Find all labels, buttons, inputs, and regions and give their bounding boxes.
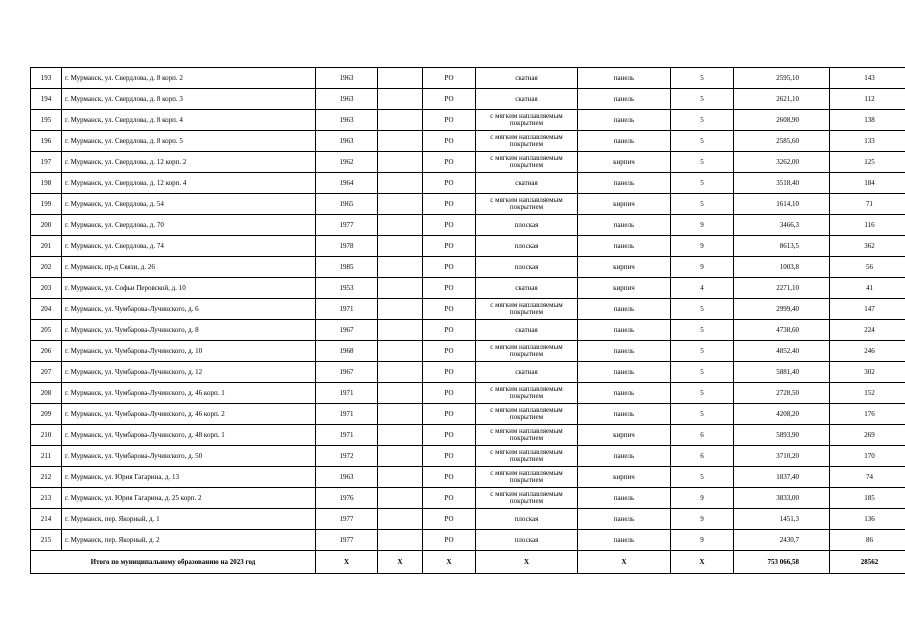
year-built-cell: 1967: [316, 320, 378, 341]
total-blank-cell: Х: [378, 551, 423, 574]
row-number-cell: 210: [31, 425, 62, 446]
blank-cell: [378, 173, 423, 194]
address-cell: г. Мурманск, пер. Якорный, д. 2: [62, 530, 316, 551]
address-cell: г. Мурманск, ул. Чумбарова-Лучинского, д. 8: [62, 320, 316, 341]
wall-material-cell: панель: [578, 530, 671, 551]
roof-type-cell: с мягким наплавляемым покрытием: [476, 152, 578, 173]
area-cell: 2595,10: [734, 68, 830, 89]
roof-type-cell: с мягким наплавляемым покрытием: [476, 341, 578, 362]
floors-cell: 9: [671, 488, 734, 509]
address-cell: г. Мурманск, ул. Свердлова, д. 8 корп. 5: [62, 131, 316, 152]
floors-cell: 5: [671, 110, 734, 131]
year-built-cell: 1963: [316, 131, 378, 152]
address-cell: г. Мурманск, ул. Чумбарова-Лучинского, д. 12: [62, 362, 316, 383]
residents-cell: 138: [830, 110, 905, 131]
row-number-cell: 206: [31, 341, 62, 362]
floors-cell: 6: [671, 425, 734, 446]
row-number-cell: 205: [31, 320, 62, 341]
area-cell: 2585,60: [734, 131, 830, 152]
address-cell: г. Мурманск, ул. Софьи Перовской, д. 10: [62, 278, 316, 299]
table-row: [31, 68, 905, 89]
area-cell: 3518,40: [734, 173, 830, 194]
roof-type-cell: плоская: [476, 530, 578, 551]
area-cell: 4738,60: [734, 320, 830, 341]
roof-type-cell: с мягким наплавляемым покрытием: [476, 488, 578, 509]
residents-cell: 302: [830, 362, 905, 383]
row-number-cell: 202: [31, 257, 62, 278]
address-cell: г. Мурманск, ул. Свердлова, д. 70: [62, 215, 316, 236]
wall-material-cell: кирпич: [578, 278, 671, 299]
wall-material-cell: кирпич: [578, 425, 671, 446]
area-cell: 2999,40: [734, 299, 830, 320]
wall-material-cell: панель: [578, 215, 671, 236]
wall-material-cell: панель: [578, 446, 671, 467]
table-row: [31, 257, 905, 278]
wall-material-cell: панель: [578, 68, 671, 89]
wall-material-cell: панель: [578, 110, 671, 131]
total-floors-cell: Х: [671, 551, 734, 574]
table-row: [31, 446, 905, 467]
address-cell: г. Мурманск, ул. Свердлова, д. 12 корп. 2: [62, 152, 316, 173]
blank-cell: [378, 278, 423, 299]
floors-cell: 9: [671, 215, 734, 236]
area-cell: 2271,10: [734, 278, 830, 299]
residents-cell: 71: [830, 194, 905, 215]
row-number-cell: 193: [31, 68, 62, 89]
year-built-cell: 1977: [316, 215, 378, 236]
year-built-cell: 1967: [316, 362, 378, 383]
area-cell: 2728,50: [734, 383, 830, 404]
address-cell: г. Мурманск, ул. Чумбарова-Лучинского, д. 50: [62, 446, 316, 467]
address-cell: г. Мурманск, пр-д Связи, д. 26: [62, 257, 316, 278]
floors-cell: 9: [671, 257, 734, 278]
year-built-cell: 1964: [316, 173, 378, 194]
table-row: [31, 131, 905, 152]
floors-cell: 5: [671, 299, 734, 320]
row-number-cell: 201: [31, 236, 62, 257]
year-built-cell: 1968: [316, 341, 378, 362]
roof-type-cell: с мягким наплавляемым покрытием: [476, 383, 578, 404]
roof-type-cell: с мягким наплавляемым покрытием: [476, 299, 578, 320]
blank-cell: [378, 320, 423, 341]
residents-cell: 41: [830, 278, 905, 299]
residents-cell: 116: [830, 215, 905, 236]
address-cell: г. Мурманск, ул. Свердлова, д. 12 корп. 4: [62, 173, 316, 194]
table-row: [31, 89, 905, 110]
blank-cell: [378, 299, 423, 320]
table-row: [31, 152, 905, 173]
roof-type-cell: с мягким наплавляемым покрытием: [476, 194, 578, 215]
floors-cell: 5: [671, 152, 734, 173]
program-cell: РО: [423, 509, 476, 530]
floors-cell: 9: [671, 509, 734, 530]
year-built-cell: 1976: [316, 488, 378, 509]
floors-cell: 9: [671, 530, 734, 551]
wall-material-cell: кирпич: [578, 194, 671, 215]
wall-material-cell: панель: [578, 299, 671, 320]
floors-cell: 5: [671, 194, 734, 215]
blank-cell: [378, 362, 423, 383]
residents-cell: 147: [830, 299, 905, 320]
wall-material-cell: панель: [578, 341, 671, 362]
address-cell: г. Мурманск, ул. Свердлова, д. 8 корп. 3: [62, 89, 316, 110]
wall-material-cell: панель: [578, 509, 671, 530]
row-number-cell: 215: [31, 530, 62, 551]
roof-type-cell: с мягким наплавляемым покрытием: [476, 110, 578, 131]
wall-material-cell: панель: [578, 89, 671, 110]
program-cell: РО: [423, 425, 476, 446]
row-number-cell: 204: [31, 299, 62, 320]
program-cell: РО: [423, 341, 476, 362]
wall-material-cell: панель: [578, 488, 671, 509]
roof-type-cell: плоская: [476, 236, 578, 257]
year-built-cell: 1963: [316, 110, 378, 131]
program-cell: РО: [423, 278, 476, 299]
row-number-cell: 199: [31, 194, 62, 215]
area-cell: 3262,00: [734, 152, 830, 173]
roof-type-cell: плоская: [476, 509, 578, 530]
residents-cell: 152: [830, 383, 905, 404]
table-row: [31, 299, 905, 320]
blank-cell: [378, 215, 423, 236]
wall-material-cell: кирпич: [578, 257, 671, 278]
residents-cell: 86: [830, 530, 905, 551]
row-number-cell: 207: [31, 362, 62, 383]
year-built-cell: 1977: [316, 509, 378, 530]
blank-cell: [378, 152, 423, 173]
residents-cell: 269: [830, 425, 905, 446]
row-number-cell: 200: [31, 215, 62, 236]
floors-cell: 5: [671, 404, 734, 425]
roof-type-cell: скатная: [476, 89, 578, 110]
area-cell: 5893,90: [734, 425, 830, 446]
area-cell: 2608,90: [734, 110, 830, 131]
table-row: [31, 278, 905, 299]
total-row: [31, 551, 905, 574]
row-number-cell: 197: [31, 152, 62, 173]
blank-cell: [378, 257, 423, 278]
area-cell: 5881,40: [734, 362, 830, 383]
residents-cell: 170: [830, 446, 905, 467]
roof-type-cell: скатная: [476, 362, 578, 383]
table-row: [31, 404, 905, 425]
row-number-cell: 214: [31, 509, 62, 530]
address-cell: г. Мурманск, ул. Свердлова, д. 54: [62, 194, 316, 215]
address-cell: г. Мурманск, ул. Свердлова, д. 8 корп. 4: [62, 110, 316, 131]
table-row: [31, 320, 905, 341]
row-number-cell: 203: [31, 278, 62, 299]
row-number-cell: 196: [31, 131, 62, 152]
residents-cell: 74: [830, 467, 905, 488]
table-body: [31, 68, 905, 551]
area-cell: 2430,7: [734, 530, 830, 551]
floors-cell: 5: [671, 68, 734, 89]
table-row: [31, 467, 905, 488]
residents-cell: 176: [830, 404, 905, 425]
wall-material-cell: кирпич: [578, 467, 671, 488]
area-cell: 1837,40: [734, 467, 830, 488]
blank-cell: [378, 110, 423, 131]
row-number-cell: 211: [31, 446, 62, 467]
program-cell: РО: [423, 530, 476, 551]
row-number-cell: 208: [31, 383, 62, 404]
table-row: [31, 236, 905, 257]
buildings-table: [30, 67, 905, 574]
row-number-cell: 194: [31, 89, 62, 110]
total-area-cell: 753 066,58: [734, 551, 830, 574]
blank-cell: [378, 467, 423, 488]
roof-type-cell: плоская: [476, 215, 578, 236]
year-built-cell: 1977: [316, 530, 378, 551]
roof-type-cell: с мягким наплавляемым покрытием: [476, 404, 578, 425]
wall-material-cell: панель: [578, 236, 671, 257]
floors-cell: 5: [671, 89, 734, 110]
program-cell: РО: [423, 404, 476, 425]
blank-cell: [378, 68, 423, 89]
table-row: [31, 530, 905, 551]
area-cell: 3466,3: [734, 215, 830, 236]
blank-cell: [378, 488, 423, 509]
area-cell: 4208,20: [734, 404, 830, 425]
blank-cell: [378, 425, 423, 446]
table-row: [31, 425, 905, 446]
total-wall-cell: Х: [578, 551, 671, 574]
total-program-cell: Х: [423, 551, 476, 574]
table-row: [31, 509, 905, 530]
table-row: [31, 341, 905, 362]
wall-material-cell: панель: [578, 173, 671, 194]
area-cell: 8613,5: [734, 236, 830, 257]
floors-cell: 5: [671, 320, 734, 341]
address-cell: г. Мурманск, ул. Юрия Гагарина, д. 25 корп. 2: [62, 488, 316, 509]
year-built-cell: 1971: [316, 383, 378, 404]
floors-cell: 5: [671, 467, 734, 488]
row-number-cell: 212: [31, 467, 62, 488]
year-built-cell: 1963: [316, 467, 378, 488]
address-cell: г. Мурманск, ул. Чумбарова-Лучинского, д. 10: [62, 341, 316, 362]
row-number-cell: 198: [31, 173, 62, 194]
total-label: Итого по муниципальному образованию на 2023 год: [31, 551, 316, 574]
residents-cell: 224: [830, 320, 905, 341]
year-built-cell: 1978: [316, 236, 378, 257]
total-roof-cell: Х: [476, 551, 578, 574]
address-cell: г. Мурманск, ул. Свердлова, д. 8 корп. 2: [62, 68, 316, 89]
area-cell: 2621,10: [734, 89, 830, 110]
residents-cell: 133: [830, 131, 905, 152]
roof-type-cell: скатная: [476, 173, 578, 194]
area-cell: 3833,00: [734, 488, 830, 509]
blank-cell: [378, 530, 423, 551]
year-built-cell: 1963: [316, 68, 378, 89]
total-year-cell: Х: [316, 551, 378, 574]
year-built-cell: 1971: [316, 425, 378, 446]
row-number-cell: 195: [31, 110, 62, 131]
residents-cell: 362: [830, 236, 905, 257]
program-cell: РО: [423, 299, 476, 320]
area-cell: 1003,8: [734, 257, 830, 278]
roof-type-cell: скатная: [476, 68, 578, 89]
program-cell: РО: [423, 446, 476, 467]
address-cell: г. Мурманск, пер. Якорный, д. 1: [62, 509, 316, 530]
table-row: [31, 215, 905, 236]
program-cell: РО: [423, 383, 476, 404]
residents-cell: 185: [830, 488, 905, 509]
residents-cell: 143: [830, 68, 905, 89]
address-cell: г. Мурманск, ул. Чумбарова-Лучинского, д. 48 корп. 1: [62, 425, 316, 446]
year-built-cell: 1985: [316, 257, 378, 278]
year-built-cell: 1953: [316, 278, 378, 299]
residents-cell: 112: [830, 89, 905, 110]
area-cell: 1451,3: [734, 509, 830, 530]
year-built-cell: 1972: [316, 446, 378, 467]
program-cell: РО: [423, 320, 476, 341]
row-number-cell: 213: [31, 488, 62, 509]
wall-material-cell: панель: [578, 404, 671, 425]
program-cell: РО: [423, 488, 476, 509]
year-built-cell: 1963: [316, 89, 378, 110]
total-residents-cell: 28562: [830, 551, 905, 574]
program-cell: РО: [423, 215, 476, 236]
floors-cell: 5: [671, 173, 734, 194]
roof-type-cell: скатная: [476, 278, 578, 299]
address-cell: г. Мурманск, ул. Свердлова, д. 74: [62, 236, 316, 257]
area-cell: 1614,10: [734, 194, 830, 215]
wall-material-cell: панель: [578, 362, 671, 383]
wall-material-cell: панель: [578, 320, 671, 341]
program-cell: РО: [423, 236, 476, 257]
program-cell: РО: [423, 362, 476, 383]
address-cell: г. Мурманск, ул. Чумбарова-Лучинского, д. 46 корп. 1: [62, 383, 316, 404]
blank-cell: [378, 509, 423, 530]
area-cell: 4852,40: [734, 341, 830, 362]
floors-cell: 6: [671, 446, 734, 467]
address-cell: г. Мурманск, ул. Чумбарова-Лучинского, д. 6: [62, 299, 316, 320]
wall-material-cell: панель: [578, 383, 671, 404]
floors-cell: 4: [671, 278, 734, 299]
blank-cell: [378, 236, 423, 257]
floors-cell: 5: [671, 131, 734, 152]
address-cell: г. Мурманск, ул. Юрия Гагарина, д. 13: [62, 467, 316, 488]
row-number-cell: 209: [31, 404, 62, 425]
year-built-cell: 1971: [316, 299, 378, 320]
blank-cell: [378, 341, 423, 362]
table-row: [31, 383, 905, 404]
program-cell: РО: [423, 131, 476, 152]
table-row: [31, 173, 905, 194]
year-built-cell: 1971: [316, 404, 378, 425]
program-cell: РО: [423, 110, 476, 131]
roof-type-cell: с мягким наплавляемым покрытием: [476, 467, 578, 488]
residents-cell: 246: [830, 341, 905, 362]
year-built-cell: 1962: [316, 152, 378, 173]
program-cell: РО: [423, 89, 476, 110]
table-row: [31, 488, 905, 509]
roof-type-cell: с мягким наплавляемым покрытием: [476, 446, 578, 467]
area-cell: 3710,20: [734, 446, 830, 467]
floors-cell: 9: [671, 236, 734, 257]
roof-type-cell: скатная: [476, 320, 578, 341]
blank-cell: [378, 383, 423, 404]
program-cell: РО: [423, 257, 476, 278]
wall-material-cell: панель: [578, 131, 671, 152]
program-cell: РО: [423, 194, 476, 215]
residents-cell: 56: [830, 257, 905, 278]
roof-type-cell: с мягким наплавляемым покрытием: [476, 131, 578, 152]
roof-type-cell: плоская: [476, 257, 578, 278]
floors-cell: 5: [671, 383, 734, 404]
roof-type-cell: с мягким наплавляемым покрытием: [476, 425, 578, 446]
blank-cell: [378, 446, 423, 467]
table-row: [31, 194, 905, 215]
program-cell: РО: [423, 173, 476, 194]
program-cell: РО: [423, 467, 476, 488]
residents-cell: 184: [830, 173, 905, 194]
address-cell: г. Мурманск, ул. Чумбарова-Лучинского, д. 46 корп. 2: [62, 404, 316, 425]
blank-cell: [378, 194, 423, 215]
blank-cell: [378, 404, 423, 425]
residents-cell: 125: [830, 152, 905, 173]
floors-cell: 5: [671, 341, 734, 362]
residents-cell: 136: [830, 509, 905, 530]
blank-cell: [378, 131, 423, 152]
program-cell: РО: [423, 152, 476, 173]
year-built-cell: 1965: [316, 194, 378, 215]
wall-material-cell: кирпич: [578, 152, 671, 173]
program-cell: РО: [423, 68, 476, 89]
floors-cell: 5: [671, 362, 734, 383]
table-row: [31, 110, 905, 131]
table-row: [31, 362, 905, 383]
blank-cell: [378, 89, 423, 110]
